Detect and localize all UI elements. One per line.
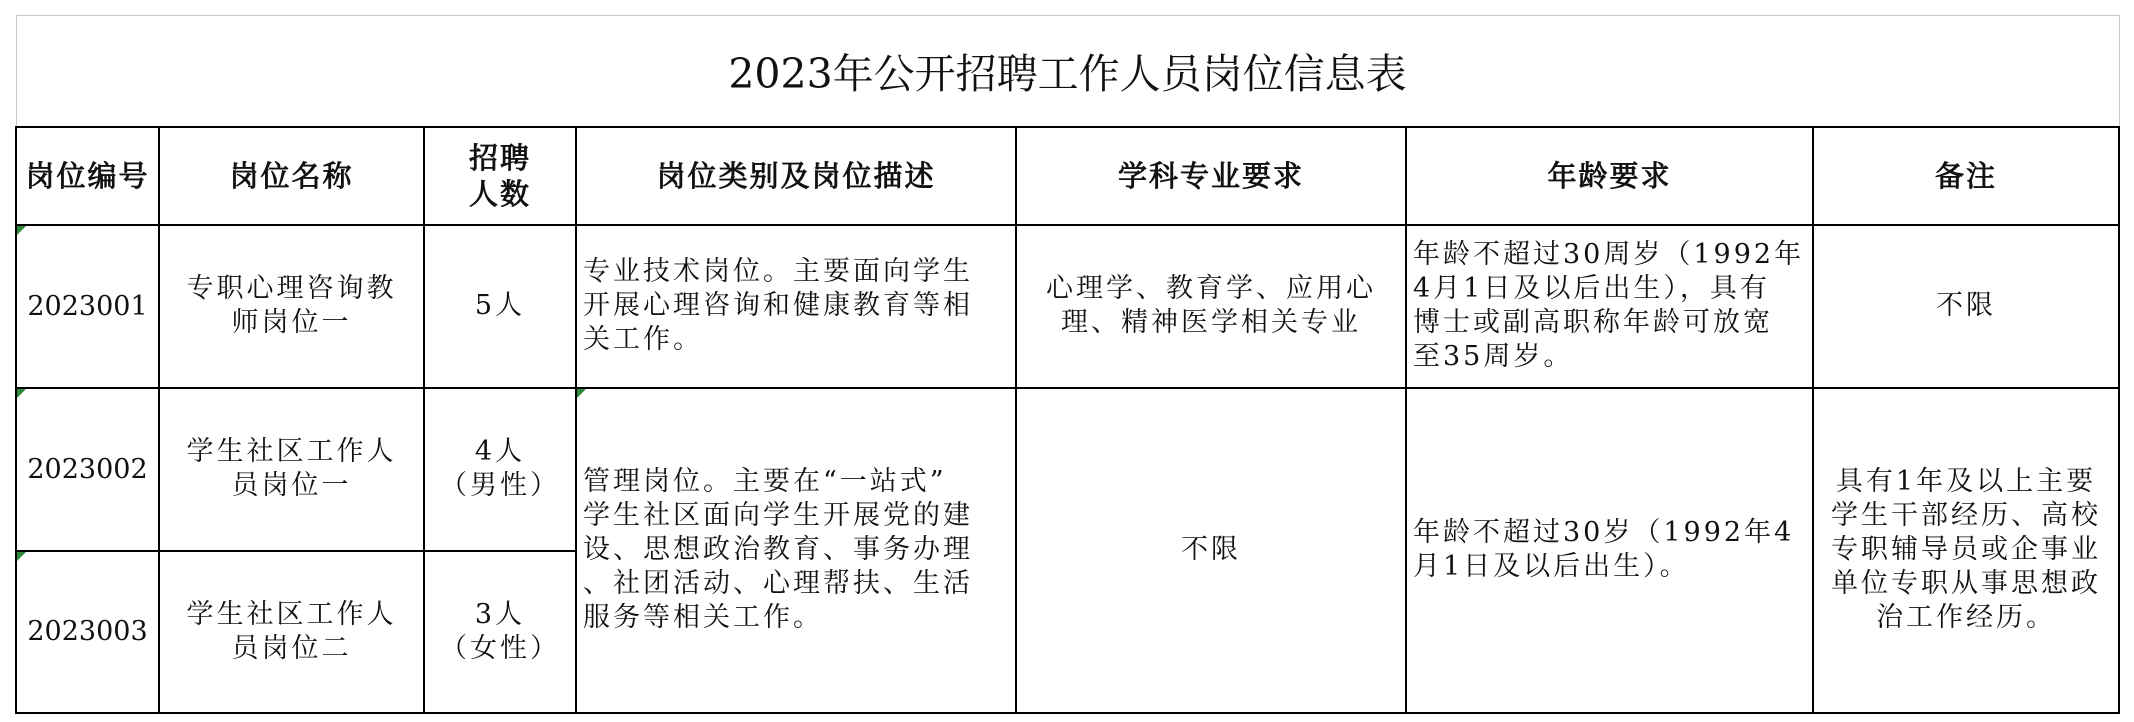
shared-major: 不限 [1016,388,1406,713]
row-age: 年龄不超过30周岁（1992年 4月1日及以后出生），具有 博士或副高职称年龄可放宽 至35周岁。 [1406,225,1813,388]
header-name: 岗位名称 [159,127,424,225]
row-code-cell [16,225,159,388]
shared-age: 年龄不超过30岁（1992年4 月1日及以后出生）。 [1406,388,1813,713]
row-remark: 不限 [1813,225,2119,388]
row-count: 3人 （女性） [424,551,576,713]
header-count: 招聘 人数 [424,127,576,225]
row-code: 2023002 [27,453,148,485]
row-code-cell [16,388,159,551]
row-code: 2023001 [27,290,148,322]
table-row [16,388,2119,551]
row-count: 4人 （男性） [424,388,576,551]
header-desc: 岗位类别及岗位描述 [576,127,1016,225]
cell-marker [17,552,26,561]
cell-marker [577,389,586,398]
table-row [16,225,2119,388]
shared-desc: 管理岗位。主要在“一站式” 学生社区面向学生开展党的建 设、思想政治教育、事务办理 、社团活动、心理帮扶、生活 服务等相关工作。 [583,466,973,633]
row-desc: 专业技术岗位。主要面向学生 开展心理咨询和健康教育等相 关工作。 [576,225,1016,388]
header-age: 年龄要求 [1406,127,1813,225]
row-name: 学生社区工作人 员岗位二 [159,551,424,713]
header-remark: 备注 [1813,127,2119,225]
row-code-cell [16,551,159,713]
row-count: 5人 [424,225,576,388]
row-major: 心理学、教育学、应用心 理、精神医学相关专业 [1016,225,1406,388]
recruitment-table [15,15,2120,714]
cell-marker [17,226,26,235]
header-major: 学科专业要求 [1016,127,1406,225]
shared-remark: 具有1年及以上主要 学生干部经历、高校 专职辅导员或企事业 单位专职从事思想政 治工作经历。 [1813,388,2119,713]
header-code: 岗位编号 [16,127,159,225]
row-name: 学生社区工作人 员岗位一 [159,388,424,551]
table-title: 2023年公开招聘工作人员岗位信息表 [16,16,2119,127]
row-code: 2023003 [27,616,148,647]
shared-desc-cell [576,388,1016,713]
cell-marker [17,389,26,398]
row-name: 专职心理咨询教 师岗位一 [159,225,424,388]
